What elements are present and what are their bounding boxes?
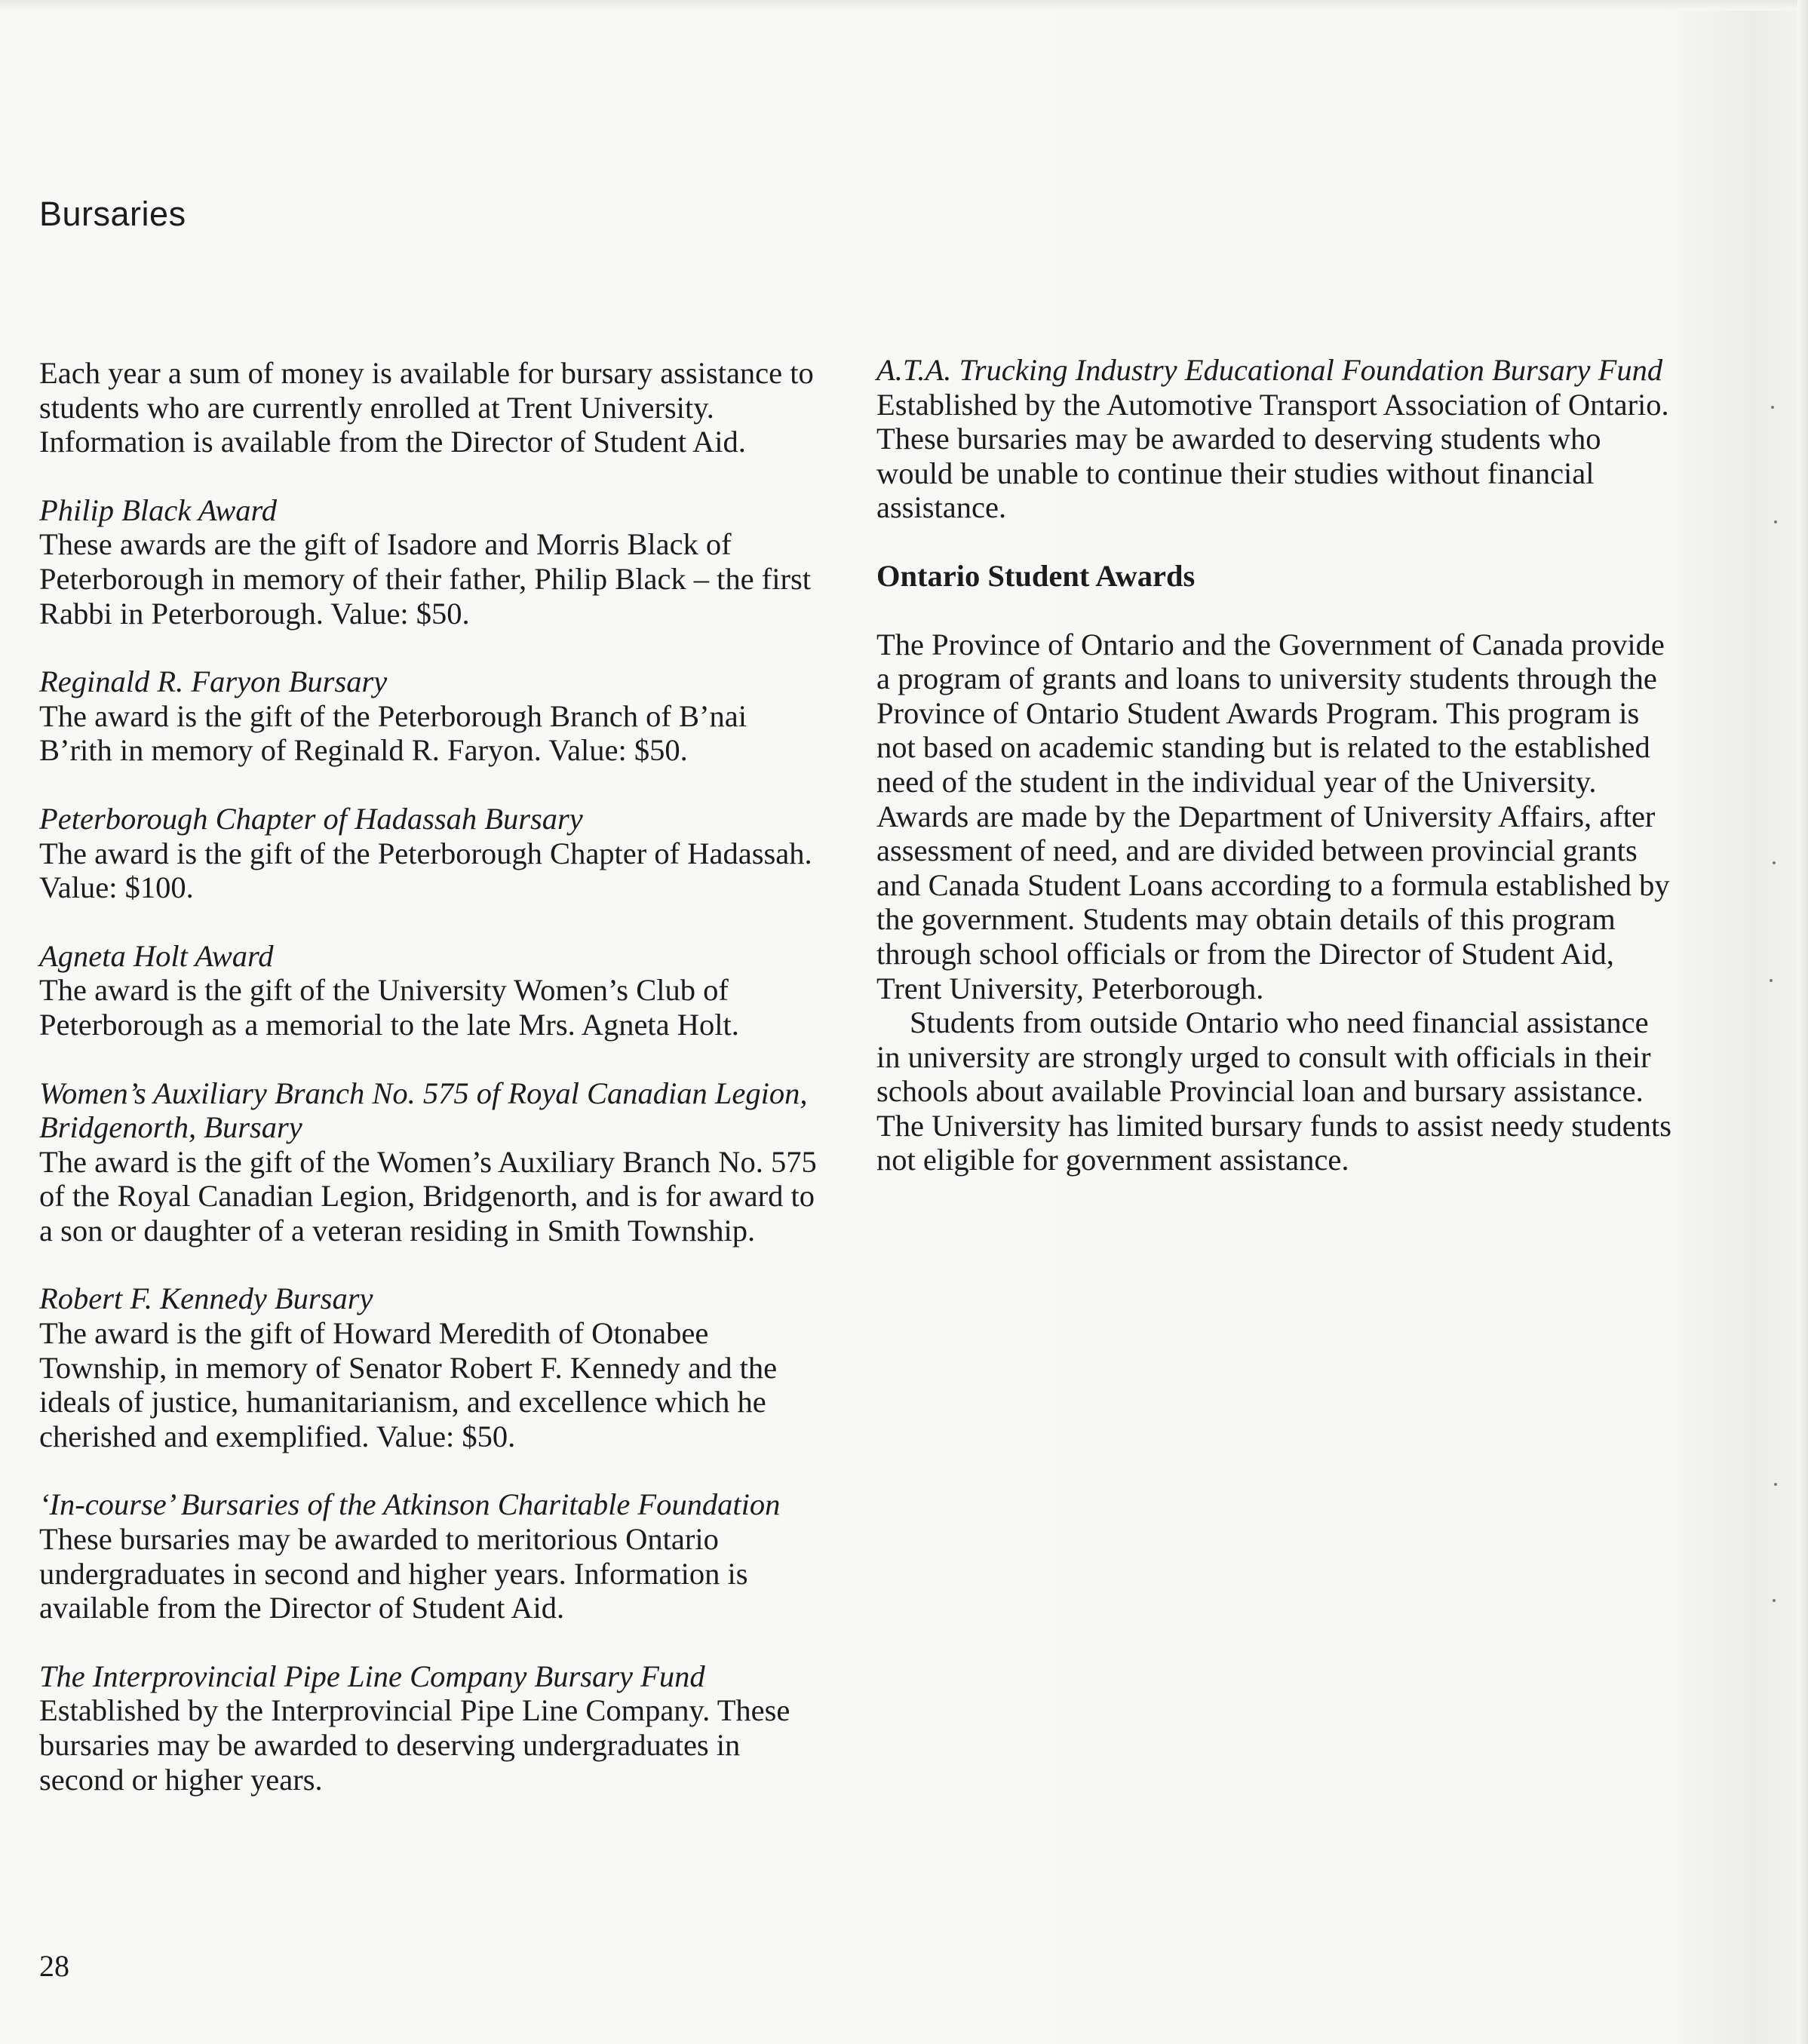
section-paragraph: Students from outside Ontario who need financial assistance in university are strongly urged to consult with officials in their schools about available Provincial loan and bursary assistance. The University has limited bursary funds to assist needy students not eligible for government assistance. bbox=[876, 1005, 1671, 1177]
award-description: These bursaries may be awarded to meritorious Ontario undergraduates in second and higher years. Information is available from the Director of Student Aid. bbox=[39, 1522, 748, 1625]
award-entry bbox=[39, 1487, 824, 1625]
award-entry bbox=[39, 1076, 824, 1248]
award-entry bbox=[39, 1281, 824, 1453]
award-heading: Reginald R. Faryon Bursary bbox=[39, 664, 388, 699]
award-description: The award is the gift of the Peterborough Chapter of Hadassah. Value: $100. bbox=[39, 836, 812, 905]
award-description: Established by the Automotive Transport Association of Ontario. These bursaries may be awarded to deserving students who would be unable to continue their studies without financial assistance. bbox=[876, 387, 1669, 525]
award-entry bbox=[39, 802, 824, 905]
award-description: These awards are the gift of Isadore and Morris Black of Peterborough in memory of their father, Philip Black – the first Rabbi in Peterborough. Value: $50. bbox=[39, 527, 812, 631]
award-entry bbox=[876, 353, 1676, 525]
section-heading-block bbox=[876, 559, 1676, 594]
scan-speck bbox=[1773, 1599, 1776, 1602]
section-paragraph: The Province of Ontario and the Government of Canada provide a program of grants and loans to university students through the Province of Ontario Student Awards Program. This program is not based on academic standing but is related to the established need of the student in the individual year of the University. Awards are made by the Department of University Affairs, after assessment of need, and are divided between provincial grants and Canada Student Loans according to a formula established by the government. Students may obtain details of this program through school officials or from the Director of Student Aid, Trent University, Peterborough. bbox=[876, 627, 1670, 1005]
award-heading: The Interprovincial Pipe Line Company Bursary Fund bbox=[39, 1659, 705, 1693]
page-number: 28 bbox=[39, 1949, 69, 1983]
award-entry bbox=[39, 939, 824, 1042]
award-heading: Peterborough Chapter of Hadassah Bursary bbox=[39, 801, 583, 836]
award-description: Established by the Interprovincial Pipe Line Company. These bursaries may be awarded to deserving undergraduates in second or higher years. bbox=[39, 1693, 790, 1797]
scan-speck bbox=[1770, 979, 1773, 982]
award-description: The award is the gift of the Women’s Auxiliary Branch No. 575 of the Royal Canadian Legion, Bridgenorth, and is for award to a son or daughter of a veteran residing in Smith Township. bbox=[39, 1144, 817, 1248]
award-heading: ‘In-course’ Bursaries of the Atkinson Charitable Foundation bbox=[39, 1487, 781, 1522]
award-heading: Philip Black Award bbox=[39, 493, 277, 527]
scan-speck bbox=[1774, 1483, 1777, 1486]
section-body bbox=[876, 628, 1676, 1178]
award-entry bbox=[39, 1659, 824, 1797]
left-column bbox=[39, 356, 824, 1797]
award-description: The award is the gift of the University Women’s Club of Peterborough as a memorial to the late Mrs. Agneta Holt. bbox=[39, 973, 739, 1042]
award-description: The award is the gift of Howard Meredith of Otonabee Township, in memory of Senator Robert F. Kennedy and the ideals of justice, humanitarianism, and excellence which he cherished and exemplified. Value: $50. bbox=[39, 1316, 778, 1453]
award-heading: Robert F. Kennedy Bursary bbox=[39, 1281, 373, 1316]
intro-paragraph bbox=[39, 356, 824, 459]
page-title: Bursaries bbox=[39, 195, 186, 233]
scan-speck bbox=[1771, 406, 1774, 409]
page-top-edge bbox=[0, 0, 1808, 11]
page-right-edge bbox=[1797, 0, 1808, 2044]
award-description: The award is the gift of the Peterborough Branch of B’nai B’rith in memory of Reginald R. Faryon. Value: $50. bbox=[39, 698, 747, 768]
section-heading: Ontario Student Awards bbox=[876, 558, 1196, 593]
award-heading: Agneta Holt Award bbox=[39, 938, 274, 973]
award-heading: A.T.A. Trucking Industry Educational Foundation Bursary Fund bbox=[876, 353, 1663, 387]
right-column bbox=[876, 353, 1676, 1177]
scan-speck bbox=[1773, 861, 1776, 864]
award-entry bbox=[39, 493, 824, 631]
award-heading: Women’s Auxiliary Branch No. 575 of Royal Canadian Legion, Bridgenorth, Bursary bbox=[39, 1076, 808, 1145]
award-entry bbox=[39, 664, 824, 768]
scan-speck bbox=[1774, 520, 1777, 523]
intro-text: Each year a sum of money is available for bursary assistance to students who are currently enrolled at Trent University. Information is available from the Director of Student Aid. bbox=[39, 356, 814, 459]
